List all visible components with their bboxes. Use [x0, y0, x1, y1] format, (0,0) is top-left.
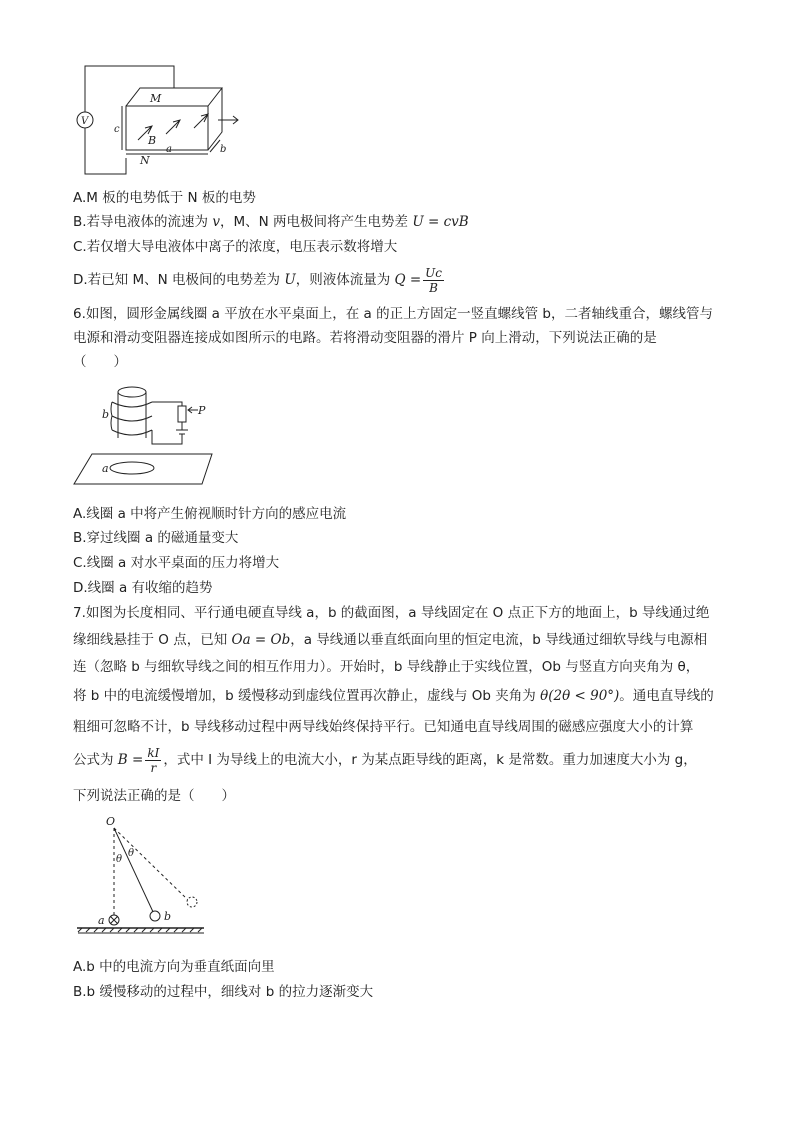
q7-line2: [73, 630, 707, 650]
q5-b-text1: B.若导电液体的流速为: [73, 214, 213, 230]
fig2-label-a: a: [102, 462, 109, 475]
q6-stem-line2: 电源和滑动变阻器连接成如图所示的电路。若将滑动变阻器的滑片 P 向上滑动，下列说法正确的是: [73, 330, 657, 346]
hanging-wire-figure: [72, 812, 222, 942]
fig3-label-b: b: [164, 910, 172, 923]
q7-line3: 连（忽略 b 与细软导线之间的相互作用力）。开始时，b 导线静止于实线位置，Ob 与竖直方向夹角为 θ，: [73, 659, 700, 675]
q7-line5: 粗细可忽略不计，b 导线移动过程中两导线始终保持平行。已知通电直导线周围的磁感应强度大小的计算: [73, 719, 694, 735]
q7-l6-b: B =: [117, 752, 144, 768]
q7-l6-text2: ，式中 I 为导线上的电流大小，r 为某点距导线的距离，k 是常数。重力加速度大小为 g，: [163, 752, 697, 768]
q7-l6-num: kI: [147, 745, 160, 760]
q7-l6-fraction: [145, 746, 161, 775]
q6-option-c: C.线圈 a 对水平桌面的压力将增大: [73, 555, 280, 571]
q5-option-b: [73, 212, 469, 232]
q5-d-fraction: [423, 266, 444, 295]
q5-option-c: C.若仅增大导电液体中离子的浓度，电压表示数将增大: [73, 239, 398, 255]
solenoid-figure: [72, 372, 222, 487]
q5-d-q: Q =: [394, 272, 422, 288]
q7-l4-theta: θ(2θ < 90°): [540, 688, 620, 704]
q5-b-text2: ，M、N 两电极间将产生电势差: [219, 214, 413, 230]
q7-line6: [73, 743, 697, 777]
fig2-label-b: b: [102, 408, 110, 421]
fig1-label-a: a: [166, 144, 172, 155]
q7-line1: 7.如图为长度相同、平行通电硬直导线 a，b 的截面图，a 导线固定在 O 点正下方的地面上，b 导线通过绝: [73, 605, 710, 621]
q6-paren: （ ）: [73, 354, 127, 370]
fig3-label-theta1: θ: [116, 854, 123, 865]
q5-option-d: [73, 264, 446, 296]
q7-l4-text2: 。通电直导线的: [619, 688, 714, 704]
q6-option-b: B.穿过线圈 a 的磁通量变大: [73, 530, 239, 546]
q5-d-den: B: [429, 280, 438, 295]
q5-d-u: U: [284, 272, 296, 288]
q6-option-a: A.线圈 a 中将产生俯视顺时针方向的感应电流: [73, 506, 347, 522]
q7-l6-den: r: [150, 760, 157, 775]
q7-l2-eq: Oa = Ob: [231, 632, 291, 648]
q7-line4: [73, 686, 714, 706]
q7-option-b: B.b 缓慢移动的过程中，细线对 b 的拉力逐渐变大: [73, 984, 374, 1000]
q5-d-num: Uc: [425, 265, 443, 280]
q7-l2-text1: 缘细线悬挂于 O 点，已知: [73, 632, 232, 648]
fig1-label-b: b: [220, 144, 227, 155]
fig1-label-n: N: [140, 154, 150, 167]
fig3-label-theta2: θ: [128, 848, 135, 859]
q5-option-a: A.M 板的电势低于 N 板的电势: [73, 190, 256, 206]
fig1-label-b-field: B: [148, 134, 157, 147]
fig3-label-a: a: [98, 914, 105, 927]
fig1-label-v: V: [81, 116, 89, 127]
q5-d-text1: D.若已知 M、N 电极间的电势差为: [73, 272, 285, 288]
fig2-label-p: P: [198, 404, 206, 417]
fig1-label-m: M: [150, 92, 162, 105]
q5-b-formula: U = cvB: [412, 214, 469, 230]
q5-d-text2: ，则液体流量为: [295, 272, 395, 288]
q7-option-a: A.b 中的电流方向为垂直纸面向里: [73, 959, 275, 975]
q7-l6-text1: 公式为: [73, 752, 118, 768]
fig1-label-c: c: [114, 124, 120, 135]
q7-l2-text2: ，a 导线通以垂直纸面向里的恒定电流，b 导线通过细软导线与电源相: [290, 632, 708, 648]
q6-stem-line1: 6.如图，圆形金属线圈 a 平放在水平桌面上，在 a 的正上方固定一竖直螺线管 b，二者轴线重合，螺线管与: [73, 306, 713, 322]
q7-l4-text1: 将 b 中的电流缓慢增加，b 缓慢移动到虚线位置再次静止，虚线与 Ob 夹角为: [73, 688, 541, 704]
q5-b-v: v: [212, 214, 220, 230]
q6-option-d: D.线圈 a 有收缩的趋势: [73, 580, 213, 596]
flowmeter-figure: [70, 58, 260, 180]
q7-line7: 下列说法正确的是（ ）: [73, 788, 235, 804]
fig3-label-o: O: [106, 815, 116, 828]
